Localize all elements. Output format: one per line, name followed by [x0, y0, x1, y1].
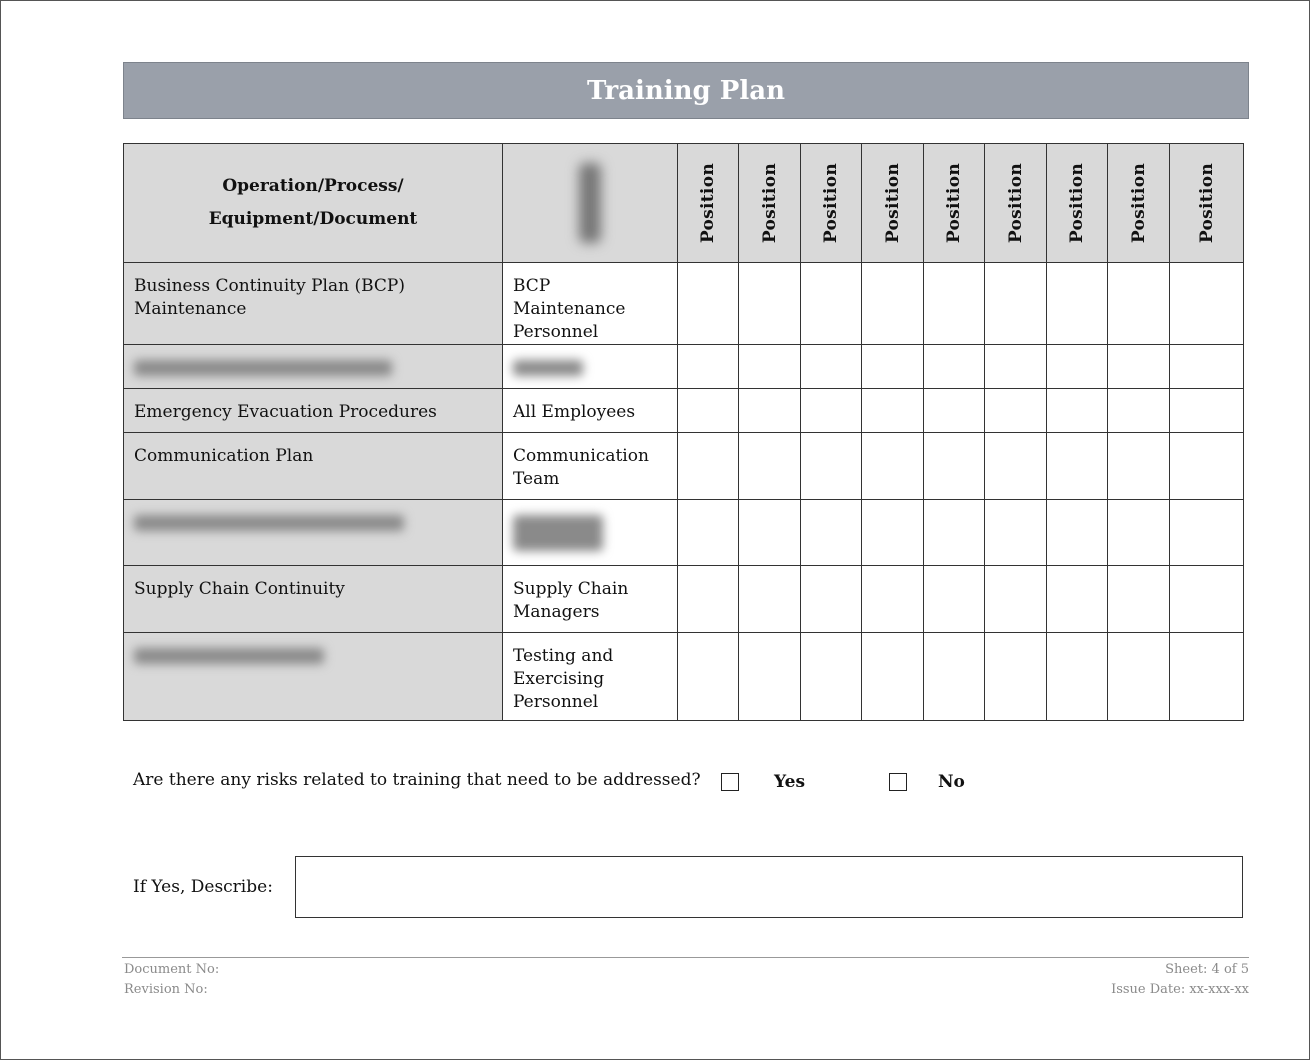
redacted-text [134, 360, 392, 376]
footer-revision-no: Revision No: [124, 982, 208, 997]
position-cell[interactable] [862, 500, 924, 566]
position-cell[interactable] [862, 389, 924, 433]
header-position-4: Position [862, 144, 924, 263]
table-row [124, 345, 1244, 389]
position-cell[interactable] [1047, 566, 1108, 633]
footer-sheet: Sheet: 4 of 5 [1165, 962, 1249, 977]
row-audience [503, 345, 678, 389]
position-cell[interactable] [924, 345, 985, 389]
position-cell[interactable] [1047, 345, 1108, 389]
describe-label: If Yes, Describe: [133, 877, 273, 897]
row-audience: BCP Maintenance Personnel [503, 263, 678, 345]
row-audience: Communication Team [503, 433, 678, 500]
position-cell[interactable] [924, 389, 985, 433]
position-cell[interactable] [801, 500, 862, 566]
position-cell[interactable] [739, 389, 801, 433]
position-cell[interactable] [862, 263, 924, 345]
row-audience: All Employees [503, 389, 678, 433]
position-cell[interactable] [1047, 433, 1108, 500]
position-cell[interactable] [801, 345, 862, 389]
position-cell[interactable] [739, 500, 801, 566]
position-cell[interactable] [862, 566, 924, 633]
position-cell[interactable] [1108, 389, 1170, 433]
position-cell[interactable] [924, 500, 985, 566]
position-cell[interactable] [985, 263, 1047, 345]
table-header-row [124, 144, 1244, 263]
header-position-1: Position [678, 144, 739, 263]
position-cell[interactable] [1108, 433, 1170, 500]
position-cell[interactable] [1170, 433, 1244, 500]
redacted-text [513, 360, 583, 376]
position-cell[interactable] [985, 500, 1047, 566]
row-operation [124, 633, 503, 721]
position-cell[interactable] [678, 345, 739, 389]
footer-issue-date: Issue Date: xx-xxx-xx [1111, 982, 1249, 997]
position-cell[interactable] [985, 433, 1047, 500]
position-cell[interactable] [678, 566, 739, 633]
table-row [124, 633, 1244, 721]
no-checkbox[interactable] [889, 773, 907, 791]
describe-input[interactable] [295, 856, 1243, 918]
position-cell[interactable] [739, 345, 801, 389]
risk-question: Are there any risks related to training that need to be addressed? [133, 770, 701, 790]
position-cell[interactable] [801, 263, 862, 345]
yes-label: Yes [774, 772, 806, 792]
page-title [123, 62, 1249, 119]
position-cell[interactable] [1170, 566, 1244, 633]
position-cell[interactable] [1108, 500, 1170, 566]
row-audience: Supply Chain Managers [503, 566, 678, 633]
row-operation: Supply Chain Continuity [124, 566, 503, 633]
position-cell[interactable] [985, 633, 1047, 721]
position-cell[interactable] [985, 566, 1047, 633]
position-cell[interactable] [739, 566, 801, 633]
table-row [124, 500, 1244, 566]
row-audience [503, 500, 678, 566]
no-label: No [938, 772, 965, 792]
position-cell[interactable] [1170, 500, 1244, 566]
position-cell[interactable] [678, 389, 739, 433]
header-position-2: Position [739, 144, 801, 263]
yes-checkbox[interactable] [721, 773, 739, 791]
position-cell[interactable] [678, 500, 739, 566]
title-text: Training Plan [587, 75, 785, 106]
header-operation [124, 144, 503, 263]
position-cell[interactable] [801, 433, 862, 500]
row-operation [124, 345, 503, 389]
position-cell[interactable] [739, 633, 801, 721]
header-position-3: Position [801, 144, 862, 263]
row-operation: Communication Plan [124, 433, 503, 500]
row-operation: Business Continuity Plan (BCP) Maintenance [124, 263, 503, 345]
table-row [124, 263, 1244, 345]
table-row [124, 433, 1244, 500]
position-cell[interactable] [739, 433, 801, 500]
position-cell[interactable] [862, 433, 924, 500]
position-cell[interactable] [862, 633, 924, 721]
position-cell[interactable] [1170, 345, 1244, 389]
row-audience: Testing and Exercising Personnel [503, 633, 678, 721]
position-cell[interactable] [924, 263, 985, 345]
position-cell[interactable] [924, 433, 985, 500]
position-cell[interactable] [1047, 633, 1108, 721]
header-position-7: Position [1047, 144, 1108, 263]
position-cell[interactable] [1108, 345, 1170, 389]
header-position-6: Position [985, 144, 1047, 263]
redacted-text [134, 515, 404, 531]
position-cell[interactable] [924, 566, 985, 633]
position-cell[interactable] [1108, 566, 1170, 633]
position-cell[interactable] [985, 389, 1047, 433]
header-position-5: Position [924, 144, 985, 263]
header-audience-redacted [503, 144, 678, 263]
position-cell[interactable] [862, 345, 924, 389]
position-cell[interactable] [1047, 500, 1108, 566]
header-position-9: Position [1170, 144, 1244, 263]
position-cell[interactable] [801, 566, 862, 633]
header-operation-line1: Operation/Process/ [222, 176, 404, 196]
position-cell[interactable] [1170, 389, 1244, 433]
position-cell[interactable] [678, 263, 739, 345]
position-cell[interactable] [924, 633, 985, 721]
position-cell[interactable] [1047, 263, 1108, 345]
footer-divider [122, 957, 1249, 958]
position-cell[interactable] [678, 433, 739, 500]
position-cell[interactable] [678, 633, 739, 721]
header-position-8: Position [1108, 144, 1170, 263]
training-plan-table [123, 143, 1244, 721]
position-cell[interactable] [1108, 633, 1170, 721]
table-row [124, 389, 1244, 433]
table-row [124, 566, 1244, 633]
footer-document-no: Document No: [124, 962, 220, 977]
position-cell[interactable] [1108, 263, 1170, 345]
position-cell[interactable] [801, 389, 862, 433]
row-operation: Emergency Evacuation Procedures [124, 389, 503, 433]
position-cell[interactable] [739, 263, 801, 345]
row-operation [124, 500, 503, 566]
position-cell[interactable] [1047, 389, 1108, 433]
header-operation-line2: Equipment/Document [208, 209, 418, 229]
redacted-text [513, 515, 603, 551]
position-cell[interactable] [985, 345, 1047, 389]
position-cell[interactable] [801, 633, 862, 721]
redacted-text [134, 648, 324, 664]
position-cell[interactable] [1170, 263, 1244, 345]
position-cell[interactable] [1170, 633, 1244, 721]
